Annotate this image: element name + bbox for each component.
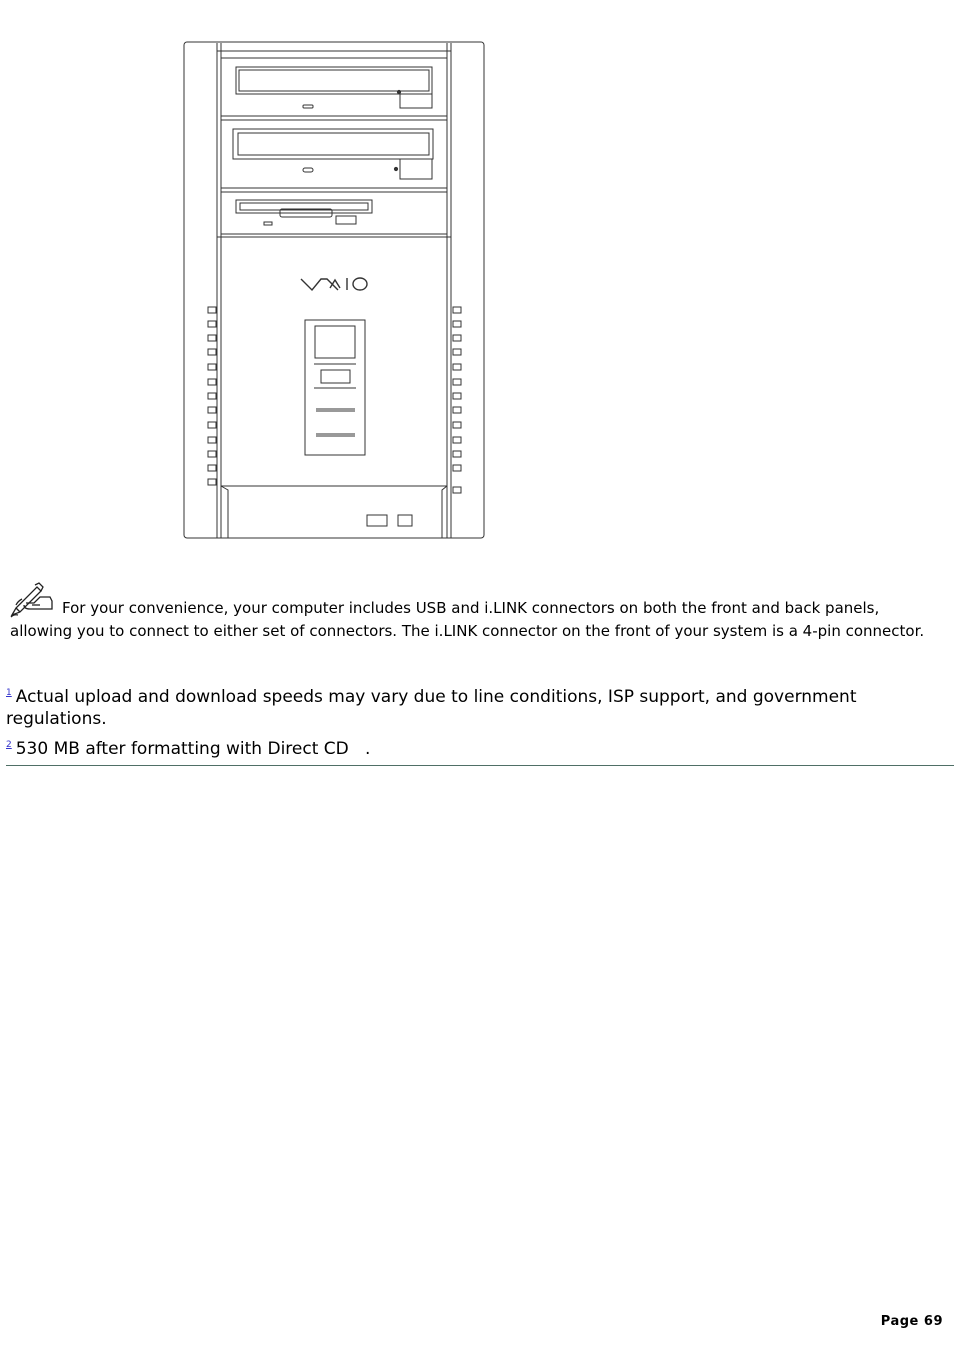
note-paragraph — [10, 581, 945, 639]
optical-drive-bay-1 — [221, 58, 447, 116]
note-pencil-icon — [10, 581, 56, 619]
computer-front-panel-illustration — [180, 38, 490, 544]
front-control-panel — [305, 320, 365, 455]
footnote-1-text: Actual upload and download speeds may vary due to line conditions, ISP support, and government regulations. — [6, 687, 857, 729]
footnote-2 — [6, 734, 946, 760]
optical-drive-bay-2 — [221, 120, 447, 188]
page-number: Page 69 — [880, 1314, 943, 1329]
right-vent-slots — [453, 307, 461, 493]
note-text: For your convenience, your computer includes USB and i.LINK connectors on both the front and back panels, allowing you to connect to either set of connectors. The i.LINK connector on the front of your system is a 4-pin connector. — [10, 599, 925, 640]
left-vent-slots — [208, 307, 216, 485]
horizontal-divider — [6, 765, 954, 766]
vaio-logo — [301, 278, 367, 290]
footnote-2-text: 530 MB after formatting with Direct CD . — [15, 739, 371, 759]
footnote-1 — [6, 682, 946, 730]
footnote-ref-2-link[interactable]: 2 — [6, 740, 12, 750]
footnote-ref-1-link[interactable]: 1 — [6, 688, 12, 698]
floppy-drive-bay — [221, 192, 447, 234]
bottom-connector-area — [221, 486, 447, 538]
